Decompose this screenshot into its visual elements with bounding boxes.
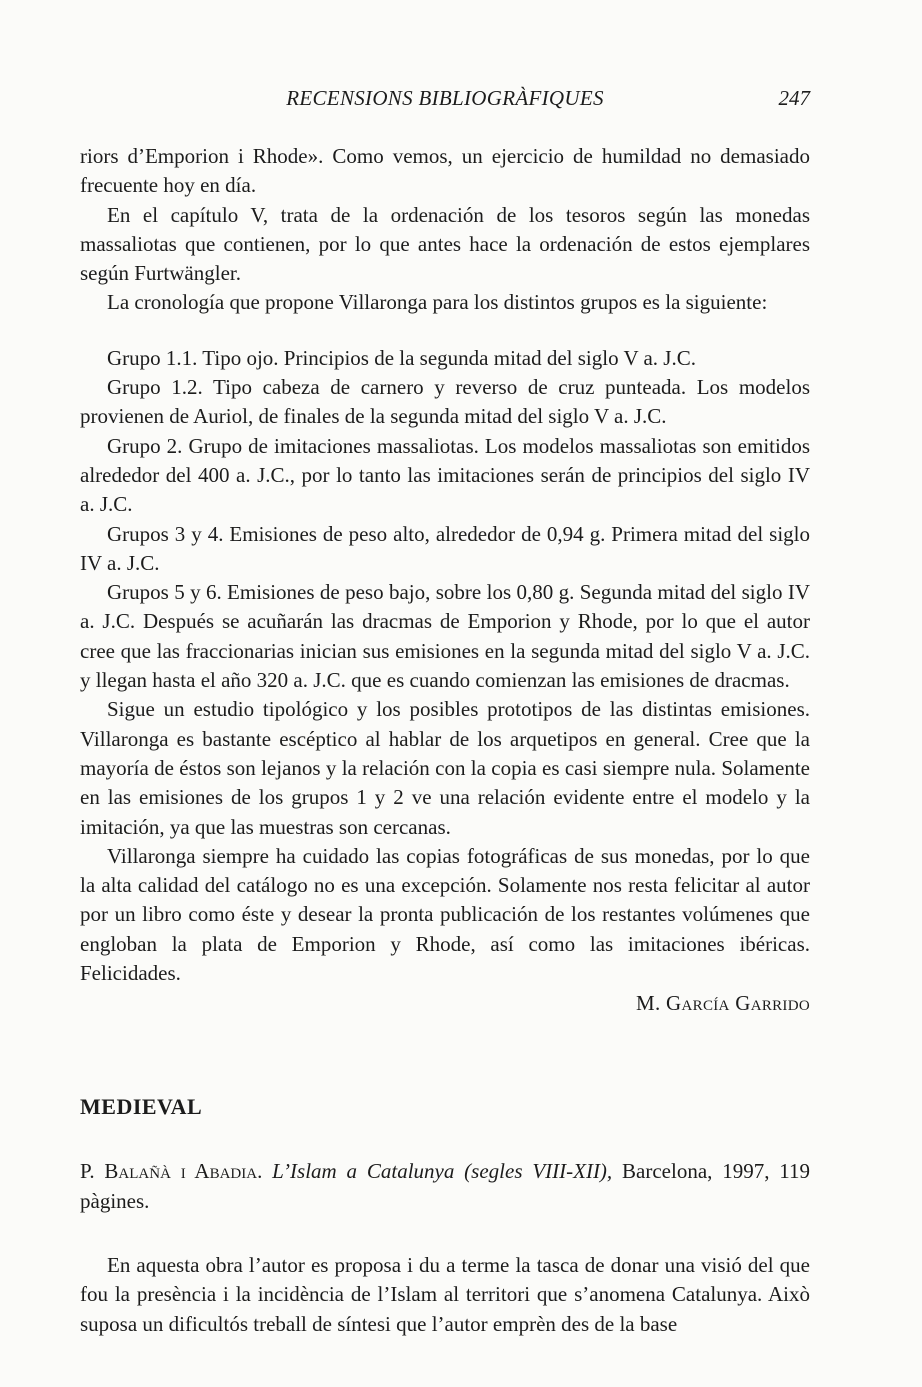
- citation-details: Barcelona, 1997, 119 pàgines.: [80, 1158, 811, 1213]
- section-heading: MEDIEVAL: [80, 1093, 203, 1119]
- review-paragraph-start: En aquesta obra l’autor es proposa i du a terme la tasca de donar una visió del que fou la presència i la incidència de l’Islam al territori que s’anomena Catalunya. Això suposa un dificultós treball de síntesi que l’autor emprèn des de la base: [80, 1252, 810, 1336]
- group-2: Grupo 2. Grupo de imitaciones massaliotas. Los modelos massaliotas son emitidos alrededor del 400 a. J.C., por lo tanto las imitaciones serán de principios del siglo IV a. J.C.: [80, 433, 810, 517]
- running-title: RECENSIONS BIBLIOGRÀFIQUES: [286, 86, 604, 110]
- review-signature: M. García Garrido: [635, 991, 810, 1016]
- paragraph-typology: Sigue un estudio tipológico y los posibles prototipos de las distintas emisiones. Villaronga es bastante escéptico al hablar de los arquetipos en general. Cree que la mayoría de éstos son lejanos y la relación con la copia es casi siempre nula. Solamente en las emisiones de los grupos 1 y 2 ve una relación evidente entre el modelo y la imitación, ya que las muestras son cercanas.: [80, 697, 810, 839]
- paragraph-conclusion: Villaronga siempre ha cuidado las copias fotográficas de sus monedas, por lo que la alta calidad del catálogo no es una excepción. Solamente nos resta felicitar al autor por un libro como éste y desear la pronta publicación de los restantes volúmenes que engloban la plata de Emporion y Rhode, así como las imitaciones ibéricas. Felicidades.: [80, 843, 810, 986]
- paragraph-continuation: riors d’Emporion i Rhode». Como vemos, un ejercicio de humildad no demasiado frecuente hoy en día.: [80, 144, 810, 198]
- book-citation: [80, 1156, 810, 1216]
- citation-author: P. Balañà i Abadia.: [80, 1158, 263, 1183]
- groups-3-4: Grupos 3 y 4. Emisiones de peso alto, alrededor de 0,94 g. Primera mitad del siglo IV a. J.C.: [80, 521, 810, 575]
- citation-title: L’Islam a Catalunya (segles VIII-XII),: [272, 1158, 613, 1183]
- page-number: 247: [778, 86, 810, 110]
- paragraph-chronology-intro: La cronología que propone Villaronga para los distintos grupos es la siguiente:: [107, 290, 768, 315]
- running-head: [80, 86, 810, 118]
- group-1-1: Grupo 1.1. Tipo ojo. Principios de la segunda mitad del siglo V a. J.C.: [107, 345, 696, 370]
- article-body: [80, 142, 810, 1339]
- groups-5-6: Grupos 5 y 6. Emisiones de peso bajo, sobre los 0,80 g. Segunda mitad del siglo IV a. J.C. Después se acuñarán las dracmas de Emporion y Rhode, por lo que el autor cree que las fraccionarias inician sus emisiones en la segunda mitad del siglo V a. J.C. y llegan hasta el año 320 a. J.C. que es cuando comienzan las emisiones de dracmas.: [80, 580, 810, 693]
- group-1-2: Grupo 1.2. Tipo cabeza de carnero y reverso de cruz punteada. Los modelos provienen de Auriol, de finales de la segunda mitad del siglo V a. J.C.: [80, 375, 810, 429]
- paragraph-chapter-v: En el capítulo V, trata de la ordenación de los tesoros según las monedas massaliotas que contienen, por lo que antes hace la ordenación de estos ejemplares según Furtwängler.: [80, 202, 810, 286]
